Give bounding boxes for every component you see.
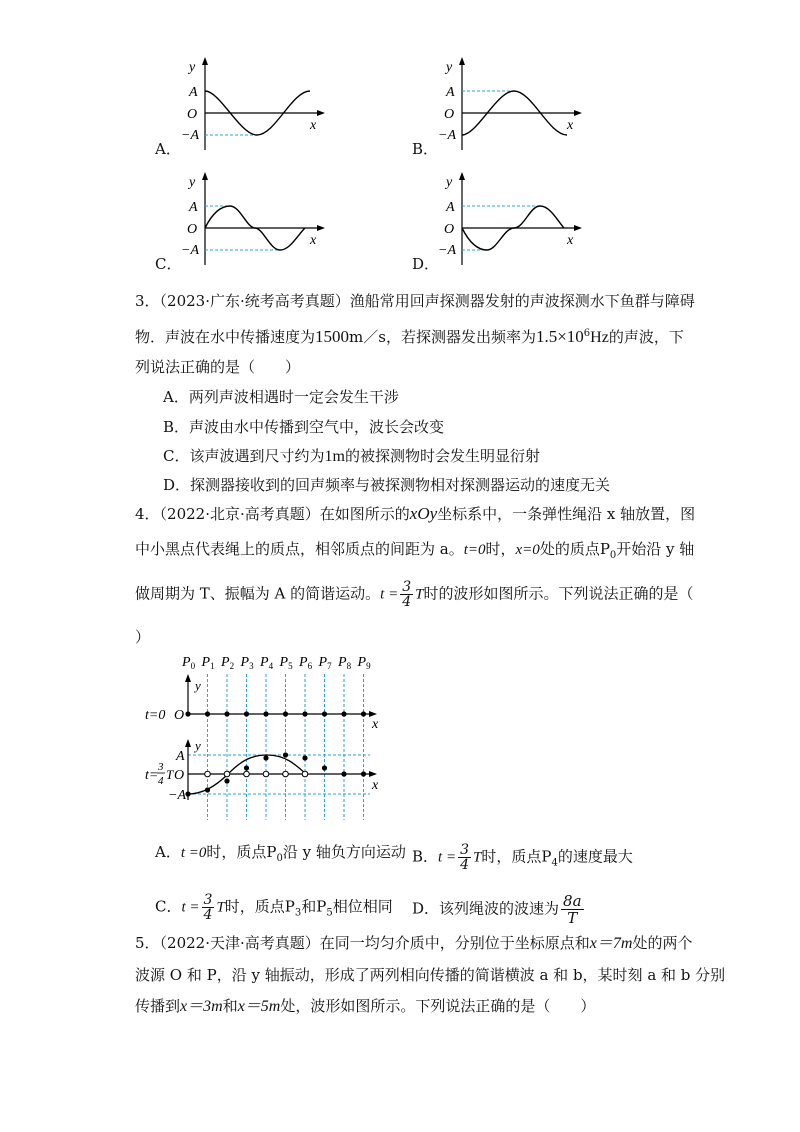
q4-text: 中小黑点代表绳上的质点，相邻质点的间距为 a。 [135, 540, 464, 558]
equilibrium-marker [224, 771, 230, 777]
amp-label: A [189, 200, 198, 215]
x-axis-label: x [567, 118, 574, 133]
q3-text: 物．声波在水中传播速度为 [135, 328, 316, 346]
q3-number: 3． [135, 292, 160, 310]
particle-dot-t34 [244, 765, 249, 770]
y-axis-label: y [189, 175, 196, 190]
q4-line3 [135, 580, 693, 609]
q5-text: 处，波形如图所示。下列说法正确的是（ ） [280, 997, 596, 1015]
particle-dot-t34 [224, 778, 229, 783]
option-A-label: A． [155, 140, 181, 158]
particle-dot-t0 [205, 711, 210, 716]
q4-option-B-text: B． [412, 847, 439, 866]
q4-text: 在如图所示的 [319, 505, 410, 523]
q4-option-C-text: 相位相同 [332, 897, 393, 916]
particle-dot-t0 [302, 711, 307, 716]
x3-expr: x＝3m [180, 998, 223, 1015]
y-axis-label: y [189, 60, 196, 75]
particle-dot-t34 [361, 771, 366, 776]
y-axis-label: y [195, 738, 201, 753]
neg-amp-label: −A [181, 128, 199, 143]
t-expr: t =0 [180, 845, 207, 861]
origin-label: O [174, 768, 185, 783]
q5-number: 5． [135, 934, 160, 952]
q5-line3 [135, 997, 595, 1016]
t-expr: t = [181, 899, 200, 916]
point-label: $P_5$ [279, 655, 293, 671]
point-label: $P_1$ [201, 655, 215, 671]
origin-label: O [187, 107, 198, 122]
point-label: $P_2$ [221, 655, 235, 671]
equilibrium-marker [244, 771, 250, 777]
option-graph-D [432, 170, 592, 270]
q4-text: 时， [485, 540, 516, 558]
sine-graph-B [432, 55, 592, 155]
q4-option-C-text: 和P [301, 897, 327, 916]
q4-sub: 3 [294, 907, 302, 919]
q3-option-C-text: C．该声波遇到尺寸约为 [163, 447, 325, 465]
t-expr: t = [380, 586, 399, 603]
amp-label: A [176, 749, 185, 764]
option-B-label: B． [412, 140, 439, 158]
q4-text: 做周期为 T、振幅为 A 的简谐运动。 [135, 584, 381, 603]
frequency-unit: Hz [590, 329, 609, 346]
particle-dot-t34 [283, 752, 288, 757]
q5-text: 处的两个 [632, 934, 693, 952]
particle-dot-t34 [322, 765, 327, 770]
row2-time-label: t= [145, 768, 159, 783]
q4-option-D-text: D．该列绳波的波速为 [412, 899, 560, 918]
size-value: 1m [324, 448, 345, 465]
period-label: T [415, 586, 424, 603]
particle-dot-t34 [205, 787, 210, 792]
x5-expr: x＝5m [237, 998, 281, 1015]
particle-dot-t0 [341, 711, 346, 716]
neg-amp-label: −A [438, 128, 456, 143]
amp-label: A [446, 85, 455, 100]
x-axis-label: x [372, 717, 379, 732]
q4-option-C-text: 时，质点P [224, 897, 295, 916]
q3-option-C [163, 447, 540, 466]
q4-text: 处的质点P [539, 540, 610, 558]
q4-number: 4． [135, 505, 160, 523]
sine-graph-C [175, 170, 335, 270]
q4-line4: ） [135, 628, 151, 646]
equilibrium-marker [205, 771, 211, 777]
point-label: $P_7$ [318, 655, 332, 671]
q3-line3: 列说法正确的是（ ） [135, 358, 301, 376]
fraction-numerator: 3 [402, 579, 412, 595]
neg-amp-label: −A [438, 243, 456, 258]
y-axis-label: y [446, 175, 453, 190]
option-graph-A [175, 55, 335, 155]
point-label: $P_9$ [357, 655, 371, 671]
particle-dot-t0 [361, 711, 366, 716]
q4-line2 [135, 540, 694, 565]
q3-option-B: B．声波由水中传播到空气中，波长会改变 [163, 418, 445, 436]
q4-sub: 4 [551, 857, 558, 869]
q4-text: 坐标系中，一条弹性绳沿 x 轴放置，图 [437, 505, 696, 523]
sine-graph-A [175, 55, 335, 155]
q4-wave-figure [140, 652, 400, 822]
amp-label: A [189, 85, 198, 100]
q4-option-D [412, 893, 586, 926]
particle-dot-t34 [341, 771, 346, 776]
q4-sub: 0 [609, 550, 617, 561]
q4-option-A-text: A． [155, 843, 181, 861]
neg-amp-label: −A [168, 788, 186, 803]
rope-wave-diagram [140, 652, 400, 822]
q4-sub: 0 [276, 853, 283, 864]
q3-text: 渔船常用回声探测器发射的声波探测水下鱼群与障碍 [349, 292, 695, 310]
q4-text: 时的波形如图所示。下列说法正确的是（ [423, 584, 694, 603]
q3-line2 [135, 325, 684, 347]
q5-source: （2022·天津·高考真题） [159, 934, 320, 952]
x-axis-label: x [310, 118, 317, 133]
particle-dot-t0 [185, 711, 190, 716]
x7-expr: x＝7m [589, 935, 633, 952]
x-axis-label: x [567, 233, 574, 248]
t0-expr: t=0 [463, 542, 486, 558]
t-expr: t = [438, 849, 457, 866]
particle-dot-t0 [224, 711, 229, 716]
q4-sub: 5 [326, 907, 333, 919]
amp-label: A [446, 200, 455, 215]
equilibrium-marker [263, 771, 269, 777]
particle-dot-t0 [244, 711, 249, 716]
q5-text: 在同一均匀介质中，分别位于坐标原点和 [319, 934, 590, 952]
q3-option-C-text: 的被探测物时会发生明显衍射 [344, 447, 540, 465]
row2-frac-den: 4 [158, 775, 164, 787]
q3-text: 的声波，下 [608, 328, 684, 346]
neg-amp-label: −A [181, 243, 199, 258]
q3-source: （2023·广东·统考高考真题） [159, 292, 350, 310]
q4-option-C [155, 893, 393, 923]
particle-dot-t0 [322, 711, 327, 716]
x-axis-label: x [372, 778, 379, 793]
option-D-label: D． [412, 255, 440, 273]
fraction-3-4 [400, 580, 413, 609]
q4-option-C-text: C． [155, 897, 182, 916]
particle-dot-t34 [185, 791, 190, 796]
q5-line1 [135, 934, 692, 953]
point-label: $P_6$ [299, 655, 313, 671]
wave-speed-fraction [561, 893, 584, 926]
origin-label: O [444, 107, 455, 122]
q4-option-A [155, 843, 406, 868]
y-axis-label: y [446, 60, 453, 75]
q4-option-B-text: 时，质点P [481, 847, 552, 866]
row2-period: T [166, 767, 174, 782]
row2-frac-num: 3 [158, 761, 164, 773]
option-C-label: C． [155, 255, 182, 273]
option-graph-C [175, 170, 335, 270]
period-label: T [216, 899, 225, 916]
q4-line1 [135, 505, 695, 523]
q5-text: 传播到 [135, 997, 181, 1015]
fraction-numerator: 8a [563, 892, 582, 910]
q3-line1 [135, 292, 695, 310]
q3-option-A: A．两列声波相遇时一定会发生干涉 [163, 388, 399, 406]
fraction-3-4 [458, 843, 471, 872]
q4-source: （2022·北京·高考真题） [159, 505, 320, 523]
q3-text: ，若探测器发出频率为 [385, 328, 536, 346]
equilibrium-marker [283, 771, 289, 777]
point-label: $P_0$ [182, 655, 196, 671]
q3-option-D: D．探测器接收到的回声频率与被探测物相对探测器运动的速度无关 [163, 476, 611, 494]
speed-unit: m／s [349, 328, 386, 346]
sine-graph-D [432, 170, 592, 270]
equilibrium-marker [302, 771, 308, 777]
q4-option-B [412, 843, 633, 873]
x0-expr: x=0 [515, 542, 540, 558]
fraction-3-4 [202, 893, 215, 922]
fraction-denominator: T [567, 909, 578, 927]
origin-label: O [187, 222, 198, 237]
q4-text: 开始沿 y 轴 [616, 540, 695, 558]
point-label: $P_4$ [260, 655, 274, 671]
q4-option-B-text: 的速度最大 [557, 847, 633, 866]
frequency-exponent: 6 [583, 328, 591, 339]
point-label: $P_3$ [240, 655, 254, 671]
particle-dot-t0 [263, 711, 268, 716]
particle-dot-t34 [302, 755, 307, 760]
q4-option-A-text: 时，质点P [206, 843, 277, 861]
xoy-label: xOy [409, 504, 438, 523]
option-graph-B [432, 55, 592, 155]
q4-option-A-text: 沿 y 轴负方向运动 [282, 843, 406, 861]
origin-label: O [444, 222, 455, 237]
particle-dot-t0 [283, 711, 288, 716]
origin-label: O [174, 708, 185, 723]
speed-value: 1500 [315, 327, 350, 346]
fraction-denominator: 4 [203, 907, 213, 923]
period-label: T [473, 849, 482, 866]
particle-dot-t34 [263, 755, 268, 760]
x-axis-label: x [310, 233, 317, 248]
fraction-numerator: 3 [203, 892, 213, 908]
fraction-denominator: 4 [402, 594, 412, 610]
q5-text: 和 [222, 997, 238, 1015]
frequency-value: 1.5×10 [535, 327, 584, 346]
fraction-denominator: 4 [460, 857, 469, 873]
q5-line2: 波源 O 和 P，沿 y 轴振动，形成了两列相向传播的简谐横波 a 和 b，某时刻 a 和 b 分别 [135, 966, 726, 984]
fraction-numerator: 3 [460, 842, 469, 858]
y-axis-label: y [195, 678, 201, 693]
point-label: $P_8$ [338, 655, 352, 671]
row1-time-label: t=0 [145, 708, 166, 723]
